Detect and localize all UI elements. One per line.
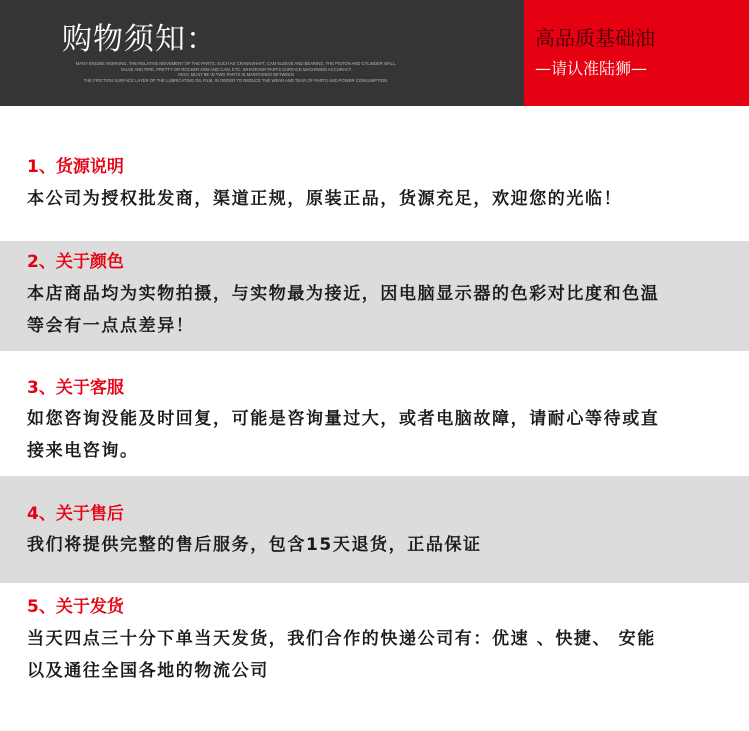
section-title: 3、关于客服: [27, 378, 124, 398]
fineprint-line: MANY ENGINE WORKING, THE RELATIVE MOVEMENT OF THE PARTS, SUCH AS CRANKSHAFT, CAM SLEEVE AND BEARING, THE PISTON AND CYLINDER WALL,: [75, 61, 397, 66]
section-line: 本公司为授权批发商，渠道正规，原装正品，货源充足，欢迎您的光临！: [27, 189, 623, 209]
section-body: [27, 403, 727, 467]
section-title: 5、关于发货: [27, 597, 124, 617]
section-line: 以及通往全国各地的物流公司: [27, 661, 269, 681]
fineprint-line: HIGH, MUST BE IN TWO PARTS IS MAINTAINED BETWEEN: [178, 72, 294, 78]
header-banner: [0, 0, 749, 106]
section-line: 我们将提供完整的售后服务，包含15天退货，正品保证: [27, 535, 482, 555]
section-body: [27, 529, 727, 561]
section-line: 当天四点三十分下单当天发货，我们合作的快递公司有：优速 、快捷、 安能: [27, 629, 656, 649]
section-line: 等会有一点点差异！: [27, 316, 195, 336]
section-line: 如您咨询没能及时回复，可能是咨询量过大，或者电脑故障，请耐心等待或直: [27, 409, 660, 429]
fineprint-line: THE FRICTION SURFACE LAYER OF THE LUBRICATING OIL FILM, IN ORDER TO REDUCE THE WEAR AND TEAR OF PARTS AND POWER CONSUMPTION.: [83, 77, 389, 83]
section-body: [27, 623, 727, 687]
section-title: 2、关于颜色: [27, 252, 124, 272]
section-line: 接来电咨询。: [27, 441, 139, 461]
fineprint-line: VALVE AND PIPE, PRETTY OR ROCKER ARM AND CAM, ETC. WHATEVER PARTS SURFACE MACHINING ACCURACY: [120, 66, 352, 72]
section-body: [27, 183, 727, 215]
slogan-main: 高品质基础油: [535, 26, 655, 50]
section-line: 本店商品均为实物拍摄，与实物最为接近，因电脑显示器的色彩对比度和色温: [27, 284, 660, 304]
slogan-sub: —请认准陆狮—: [535, 59, 648, 78]
page-title: 购物须知：: [62, 22, 217, 57]
header-red-panel: [524, 0, 749, 106]
section-body: [27, 278, 727, 342]
section-title: 4、关于售后: [27, 504, 124, 524]
header-fineprint: [56, 61, 416, 83]
section-title: 1、货源说明: [27, 157, 124, 177]
